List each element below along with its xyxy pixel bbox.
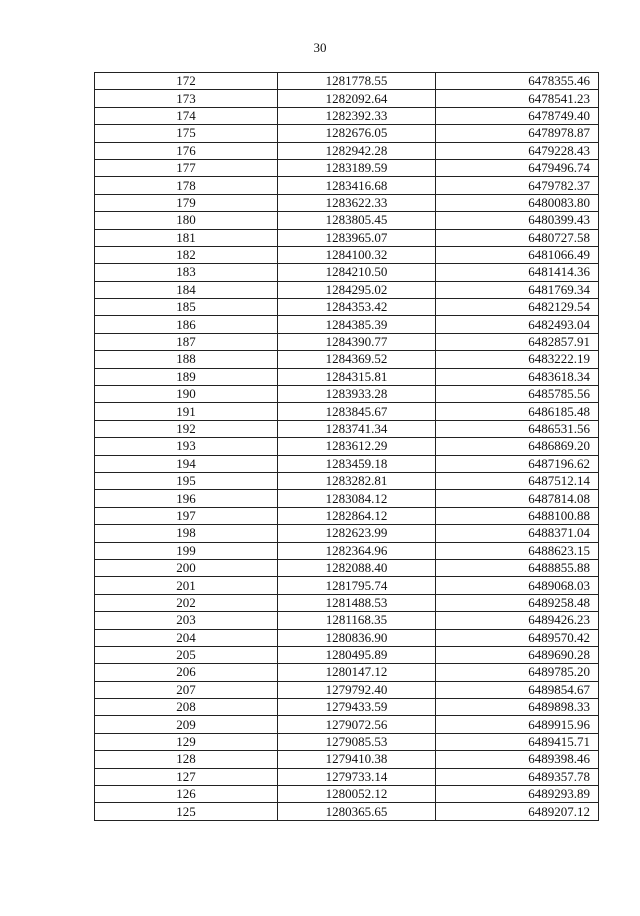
x-coordinate-cell: 1284210.50 bbox=[278, 264, 436, 281]
y-coordinate-cell: 6488855.88 bbox=[436, 559, 599, 576]
y-coordinate-cell: 6487196.62 bbox=[436, 455, 599, 472]
y-coordinate-cell: 6483222.19 bbox=[436, 351, 599, 368]
point-number-cell: 174 bbox=[95, 107, 278, 124]
point-number-cell: 207 bbox=[95, 681, 278, 698]
table-row bbox=[95, 455, 599, 472]
table-row bbox=[95, 142, 599, 159]
coordinates-table bbox=[94, 72, 599, 821]
table-row bbox=[95, 420, 599, 437]
x-coordinate-cell: 1284295.02 bbox=[278, 281, 436, 298]
x-coordinate-cell: 1283845.67 bbox=[278, 403, 436, 420]
table-row bbox=[95, 386, 599, 403]
x-coordinate-cell: 1284390.77 bbox=[278, 333, 436, 350]
point-number-cell: 180 bbox=[95, 212, 278, 229]
x-coordinate-cell: 1284353.42 bbox=[278, 299, 436, 316]
y-coordinate-cell: 6487512.14 bbox=[436, 472, 599, 489]
table-row bbox=[95, 438, 599, 455]
table-row bbox=[95, 577, 599, 594]
point-number-cell: 173 bbox=[95, 90, 278, 107]
table-row bbox=[95, 194, 599, 211]
y-coordinate-cell: 6480083.80 bbox=[436, 194, 599, 211]
table-row bbox=[95, 699, 599, 716]
y-coordinate-cell: 6483618.34 bbox=[436, 368, 599, 385]
x-coordinate-cell: 1282864.12 bbox=[278, 507, 436, 524]
y-coordinate-cell: 6486185.48 bbox=[436, 403, 599, 420]
x-coordinate-cell: 1279733.14 bbox=[278, 768, 436, 785]
x-coordinate-cell: 1279792.40 bbox=[278, 681, 436, 698]
x-coordinate-cell: 1283741.34 bbox=[278, 420, 436, 437]
table-row bbox=[95, 646, 599, 663]
x-coordinate-cell: 1279433.59 bbox=[278, 699, 436, 716]
x-coordinate-cell: 1284100.32 bbox=[278, 246, 436, 263]
table-row bbox=[95, 299, 599, 316]
x-coordinate-cell: 1282623.99 bbox=[278, 525, 436, 542]
y-coordinate-cell: 6482857.91 bbox=[436, 333, 599, 350]
point-number-cell: 128 bbox=[95, 751, 278, 768]
table-row bbox=[95, 490, 599, 507]
x-coordinate-cell: 1282364.96 bbox=[278, 542, 436, 559]
point-number-cell: 206 bbox=[95, 664, 278, 681]
point-number-cell: 195 bbox=[95, 472, 278, 489]
table-row bbox=[95, 751, 599, 768]
y-coordinate-cell: 6481066.49 bbox=[436, 246, 599, 263]
x-coordinate-cell: 1282392.33 bbox=[278, 107, 436, 124]
y-coordinate-cell: 6489426.23 bbox=[436, 612, 599, 629]
y-coordinate-cell: 6479228.43 bbox=[436, 142, 599, 159]
x-coordinate-cell: 1279085.53 bbox=[278, 733, 436, 750]
y-coordinate-cell: 6482493.04 bbox=[436, 316, 599, 333]
table-row bbox=[95, 333, 599, 350]
x-coordinate-cell: 1283459.18 bbox=[278, 455, 436, 472]
x-coordinate-cell: 1281168.35 bbox=[278, 612, 436, 629]
table-row bbox=[95, 681, 599, 698]
point-number-cell: 209 bbox=[95, 716, 278, 733]
y-coordinate-cell: 6489258.48 bbox=[436, 594, 599, 611]
table-row bbox=[95, 229, 599, 246]
y-coordinate-cell: 6481769.34 bbox=[436, 281, 599, 298]
x-coordinate-cell: 1280495.89 bbox=[278, 646, 436, 663]
table-row bbox=[95, 73, 599, 90]
y-coordinate-cell: 6478355.46 bbox=[436, 73, 599, 90]
x-coordinate-cell: 1279410.38 bbox=[278, 751, 436, 768]
point-number-cell: 181 bbox=[95, 229, 278, 246]
y-coordinate-cell: 6488100.88 bbox=[436, 507, 599, 524]
table-row bbox=[95, 281, 599, 298]
y-coordinate-cell: 6486869.20 bbox=[436, 438, 599, 455]
point-number-cell: 127 bbox=[95, 768, 278, 785]
table-row bbox=[95, 525, 599, 542]
table-row bbox=[95, 264, 599, 281]
y-coordinate-cell: 6488623.15 bbox=[436, 542, 599, 559]
table-row bbox=[95, 316, 599, 333]
y-coordinate-cell: 6482129.54 bbox=[436, 299, 599, 316]
x-coordinate-cell: 1282942.28 bbox=[278, 142, 436, 159]
point-number-cell: 177 bbox=[95, 159, 278, 176]
page-number: 30 bbox=[313, 40, 327, 55]
x-coordinate-cell: 1284385.39 bbox=[278, 316, 436, 333]
point-number-cell: 182 bbox=[95, 246, 278, 263]
table-row bbox=[95, 472, 599, 489]
point-number-cell: 186 bbox=[95, 316, 278, 333]
y-coordinate-cell: 6481414.36 bbox=[436, 264, 599, 281]
point-number-cell: 194 bbox=[95, 455, 278, 472]
x-coordinate-cell: 1280052.12 bbox=[278, 786, 436, 803]
point-number-cell: 197 bbox=[95, 507, 278, 524]
table-row bbox=[95, 351, 599, 368]
y-coordinate-cell: 6480727.58 bbox=[436, 229, 599, 246]
y-coordinate-cell: 6486531.56 bbox=[436, 420, 599, 437]
x-coordinate-cell: 1281795.74 bbox=[278, 577, 436, 594]
point-number-cell: 201 bbox=[95, 577, 278, 594]
point-number-cell: 178 bbox=[95, 177, 278, 194]
table-row bbox=[95, 403, 599, 420]
y-coordinate-cell: 6487814.08 bbox=[436, 490, 599, 507]
table-row bbox=[95, 368, 599, 385]
y-coordinate-cell: 6489690.28 bbox=[436, 646, 599, 663]
table-row bbox=[95, 594, 599, 611]
y-coordinate-cell: 6489854.67 bbox=[436, 681, 599, 698]
table-row bbox=[95, 159, 599, 176]
x-coordinate-cell: 1284369.52 bbox=[278, 351, 436, 368]
table-row bbox=[95, 733, 599, 750]
point-number-cell: 190 bbox=[95, 386, 278, 403]
point-number-cell: 202 bbox=[95, 594, 278, 611]
point-number-cell: 187 bbox=[95, 333, 278, 350]
y-coordinate-cell: 6485785.56 bbox=[436, 386, 599, 403]
x-coordinate-cell: 1284315.81 bbox=[278, 368, 436, 385]
point-number-cell: 203 bbox=[95, 612, 278, 629]
coordinates-table-body bbox=[95, 73, 599, 821]
y-coordinate-cell: 6478978.87 bbox=[436, 125, 599, 142]
y-coordinate-cell: 6489415.71 bbox=[436, 733, 599, 750]
y-coordinate-cell: 6489357.78 bbox=[436, 768, 599, 785]
y-coordinate-cell: 6479496.74 bbox=[436, 159, 599, 176]
point-number-cell: 198 bbox=[95, 525, 278, 542]
table-row bbox=[95, 786, 599, 803]
table-row bbox=[95, 559, 599, 576]
x-coordinate-cell: 1283612.29 bbox=[278, 438, 436, 455]
y-coordinate-cell: 6478749.40 bbox=[436, 107, 599, 124]
x-coordinate-cell: 1281488.53 bbox=[278, 594, 436, 611]
point-number-cell: 208 bbox=[95, 699, 278, 716]
table-row bbox=[95, 768, 599, 785]
y-coordinate-cell: 6478541.23 bbox=[436, 90, 599, 107]
x-coordinate-cell: 1283805.45 bbox=[278, 212, 436, 229]
x-coordinate-cell: 1283189.59 bbox=[278, 159, 436, 176]
table-row bbox=[95, 612, 599, 629]
table-row bbox=[95, 107, 599, 124]
x-coordinate-cell: 1283965.07 bbox=[278, 229, 436, 246]
x-coordinate-cell: 1283416.68 bbox=[278, 177, 436, 194]
y-coordinate-cell: 6479782.37 bbox=[436, 177, 599, 194]
x-coordinate-cell: 1282088.40 bbox=[278, 559, 436, 576]
table-row bbox=[95, 716, 599, 733]
table-row bbox=[95, 212, 599, 229]
point-number-cell: 205 bbox=[95, 646, 278, 663]
x-coordinate-cell: 1283933.28 bbox=[278, 386, 436, 403]
x-coordinate-cell: 1283622.33 bbox=[278, 194, 436, 211]
point-number-cell: 175 bbox=[95, 125, 278, 142]
table-row bbox=[95, 125, 599, 142]
y-coordinate-cell: 6489785.20 bbox=[436, 664, 599, 681]
point-number-cell: 179 bbox=[95, 194, 278, 211]
point-number-cell: 192 bbox=[95, 420, 278, 437]
x-coordinate-cell: 1283084.12 bbox=[278, 490, 436, 507]
y-coordinate-cell: 6489068.03 bbox=[436, 577, 599, 594]
y-coordinate-cell: 6489570.42 bbox=[436, 629, 599, 646]
point-number-cell: 126 bbox=[95, 786, 278, 803]
y-coordinate-cell: 6489898.33 bbox=[436, 699, 599, 716]
point-number-cell: 129 bbox=[95, 733, 278, 750]
y-coordinate-cell: 6489293.89 bbox=[436, 786, 599, 803]
y-coordinate-cell: 6489398.46 bbox=[436, 751, 599, 768]
x-coordinate-cell: 1280147.12 bbox=[278, 664, 436, 681]
point-number-cell: 200 bbox=[95, 559, 278, 576]
x-coordinate-cell: 1282676.05 bbox=[278, 125, 436, 142]
point-number-cell: 172 bbox=[95, 73, 278, 90]
table-row bbox=[95, 246, 599, 263]
table-row bbox=[95, 803, 599, 820]
y-coordinate-cell: 6489915.96 bbox=[436, 716, 599, 733]
x-coordinate-cell: 1283282.81 bbox=[278, 472, 436, 489]
x-coordinate-cell: 1279072.56 bbox=[278, 716, 436, 733]
point-number-cell: 184 bbox=[95, 281, 278, 298]
point-number-cell: 204 bbox=[95, 629, 278, 646]
y-coordinate-cell: 6489207.12 bbox=[436, 803, 599, 820]
table-row bbox=[95, 177, 599, 194]
point-number-cell: 196 bbox=[95, 490, 278, 507]
point-number-cell: 188 bbox=[95, 351, 278, 368]
table-row bbox=[95, 90, 599, 107]
point-number-cell: 185 bbox=[95, 299, 278, 316]
point-number-cell: 191 bbox=[95, 403, 278, 420]
point-number-cell: 199 bbox=[95, 542, 278, 559]
x-coordinate-cell: 1281778.55 bbox=[278, 73, 436, 90]
point-number-cell: 189 bbox=[95, 368, 278, 385]
x-coordinate-cell: 1280365.65 bbox=[278, 803, 436, 820]
table-row bbox=[95, 507, 599, 524]
table-row bbox=[95, 664, 599, 681]
point-number-cell: 125 bbox=[95, 803, 278, 820]
point-number-cell: 176 bbox=[95, 142, 278, 159]
y-coordinate-cell: 6480399.43 bbox=[436, 212, 599, 229]
x-coordinate-cell: 1280836.90 bbox=[278, 629, 436, 646]
y-coordinate-cell: 6488371.04 bbox=[436, 525, 599, 542]
table-row bbox=[95, 542, 599, 559]
point-number-cell: 193 bbox=[95, 438, 278, 455]
x-coordinate-cell: 1282092.64 bbox=[278, 90, 436, 107]
table-row bbox=[95, 629, 599, 646]
point-number-cell: 183 bbox=[95, 264, 278, 281]
